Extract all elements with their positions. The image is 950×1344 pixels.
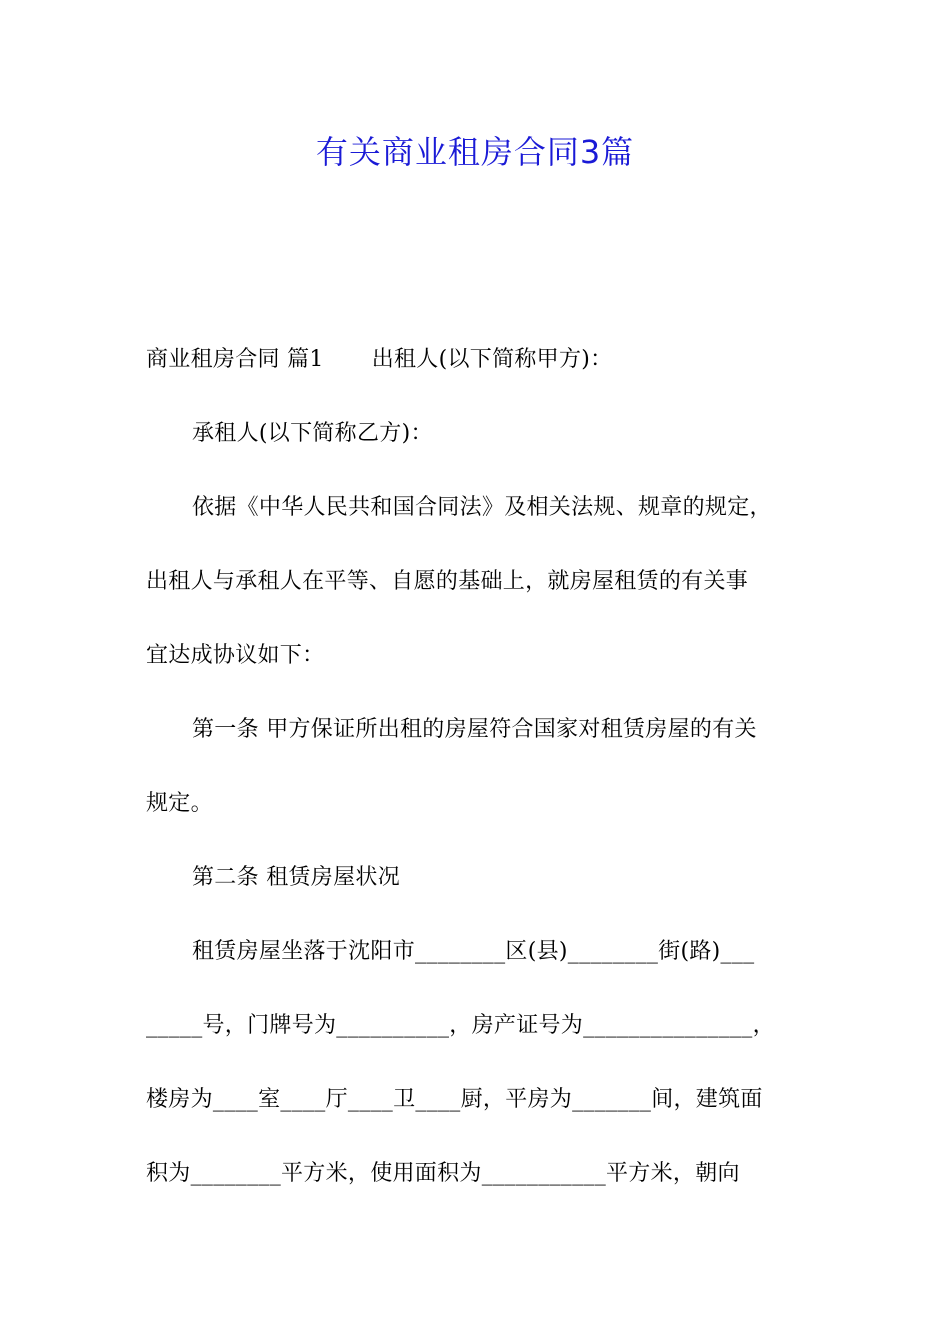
paragraph-line: _____号，门牌号为__________，房产证号为_______________， xyxy=(146,1013,775,1038)
paragraph-line: 楼房为____室____厅____卫____厨，平房为_______间，建筑面 xyxy=(146,1087,763,1112)
paragraph-line: 依据《中华人民共和国合同法》及相关法规、规章的规定， xyxy=(192,495,772,520)
paragraph-line: 积为________平方米，使用面积为___________平方米，朝向 xyxy=(146,1161,740,1186)
paragraph-line: 宜达成协议如下： xyxy=(146,643,325,668)
document-body xyxy=(146,336,826,1224)
lessor-label: 出租人(以下简称甲方)： xyxy=(371,347,613,372)
paragraph-line: 第二条 租赁房屋状况 xyxy=(192,865,400,890)
contract-heading: 商业租房合同 篇1 xyxy=(146,347,324,372)
paragraph-line xyxy=(146,336,826,410)
paragraph-line: 承租人(以下简称乙方)： xyxy=(192,421,433,446)
paragraph-line: 第一条 甲方保证所出租的房屋符合国家对租赁房屋的有关 xyxy=(192,717,757,742)
paragraph-line: 规定。 xyxy=(146,791,213,816)
paragraph-line: 出租人与承租人在平等、自愿的基础上，就房屋租赁的有关事 xyxy=(146,569,749,594)
paragraph-line: 租赁房屋坐落于沈阳市________区(县)________街(路)___ xyxy=(192,939,755,964)
document-title: 有关商业租房合同3篇 xyxy=(315,133,635,171)
